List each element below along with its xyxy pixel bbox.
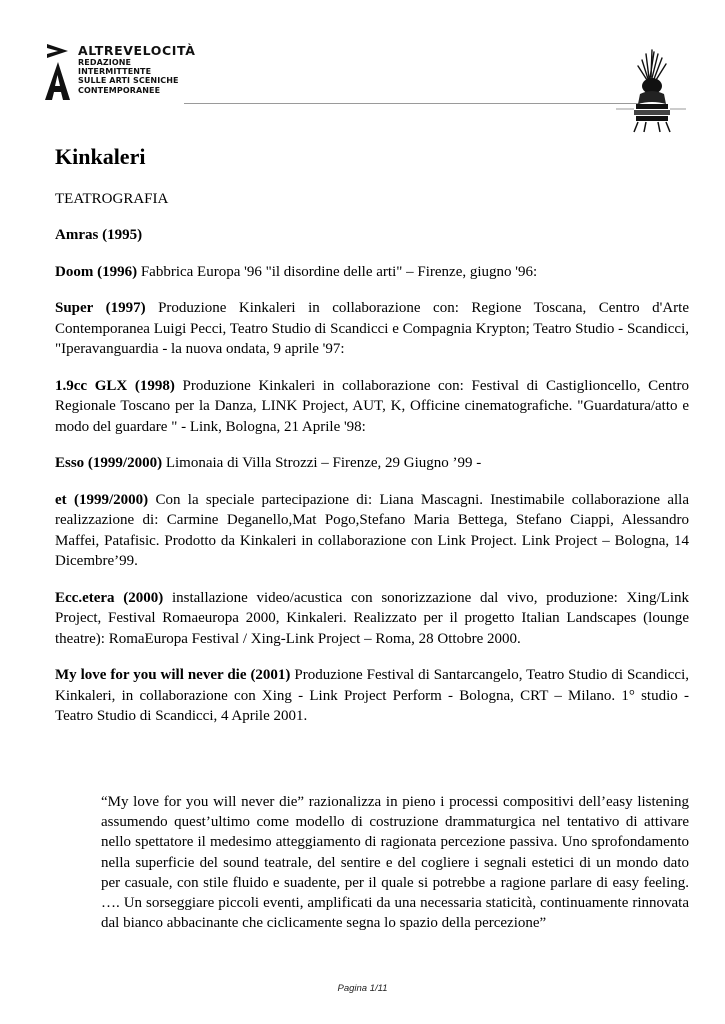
entry-eccetera: [55, 588, 689, 650]
entry-text: Produzione Festival di Santarcangelo, Teatro Studio di Scandicci, Kinkaleri, in collaborazione con Xing - Link Project Perform - Bologna, CRT – Milano. 1° studio - Teatro Studio di Scandicci, 4 Aprile 2001.: [55, 667, 690, 724]
logo-subtitle-line: SULLE ARTI SCENICHE: [78, 76, 179, 86]
entry-super: [55, 298, 689, 360]
header-divider: [184, 103, 640, 104]
logo-subtitle-line: CONTEMPORANEE: [78, 85, 161, 95]
entry-doom: [55, 262, 689, 283]
page-number: Pagina 1/11: [337, 983, 388, 994]
entry-my-love: [55, 665, 689, 727]
entry-title: Esso (1999/2000): [55, 455, 163, 471]
entry-19cc-glx: [55, 376, 689, 438]
entry-title: Super (1997): [55, 300, 146, 316]
a-grave-logo-icon: [44, 42, 72, 102]
quote-block: “My love for you will never die” razionalizza in pieno i processi compositivi dell’easy listening assumendo quest’ultimo come modello di costruzione drammaturgica nel tentativo di attivare nello spettatore il medesimo atteggiamento di ragionata percezione passiva. Uno sprofondamento nella superficie del sound teatrale, del sentire e del cogliere i segnali estetici di un mondo dato per casuale, con stile fluido e suadente, per il quale si potrebbe a ragione parlare di easy feeling. …. Un sorseggiare piccoli eventi, amplificati da una necessaria staticità, continuamente rinnovata dal bianco abbacinante che ciclicamente segna lo spazio della percezione”: [101, 794, 689, 932]
entry-esso: [55, 453, 689, 474]
entry-text: Fabbrica Europa '96 "il disordine delle arti" – Firenze, giugno '96:: [137, 263, 538, 280]
entry-text: Produzione Kinkaleri in collaborazione con: Festival di Castiglioncello, Centro Regionale Toscano per la Danza, LINK Project, AUT, K, Officine cinematografiche. "Guardatura/atto e modo del guardare " - Link, Bologna, 21 Aprile '98:: [55, 377, 689, 435]
entry-text: Limonaia di Villa Strozzi – Firenze, 29 Giugno ’99 -: [162, 455, 482, 471]
entry-title: Amras (1995): [55, 227, 143, 243]
entry-title: My love for you will never die (2001): [55, 667, 291, 683]
entry-text: installazione video/acustica con sonorizzazione dal vivo, produzione: Xing/Link Project, Festival Romaeuropa 2000, Kinkaleri. Realizzato per il progetto Italian Landscapes (lounge theatre): RomaEuropa Festival / Xing-Link Project – Roma, 28 Ottobre 2000.: [55, 589, 690, 647]
logo-brand: ALTREVELOCITÀ: [78, 43, 196, 58]
logo-subtitle-line: REDAZIONE: [78, 58, 132, 67]
section-label: TEATROGRAFIA: [55, 191, 169, 207]
entry-title: Doom (1996): [55, 263, 138, 280]
entry-title: 1.9cc GLX (1998): [55, 377, 175, 394]
page-title: Kinkaleri: [55, 144, 146, 169]
document-body: [55, 143, 689, 727]
logo-text: [78, 44, 195, 95]
entry-title: Ecc.etera (2000): [55, 589, 164, 606]
entry-text: Con la speciale partecipazione di: Liana Mascagni. Inestimabile collaborazione alla realizzazione di: Carmine Deganello,Mat Pogo,Stefano Maria Bettega, Stefano Ciappi, Alessandro Maffei, Patafisic. Prodotto da Kinkaleri in collaborazione con Link Project. Link Project – Bologna, 14 Dicembre’99.: [55, 491, 690, 569]
logo: [44, 42, 196, 104]
illustrated-figure-icon: [616, 48, 686, 134]
entry-amras: [55, 225, 689, 246]
logo-subtitle-line: INTERMITTENTE: [78, 67, 152, 77]
entry-title: et (1999/2000): [55, 491, 149, 508]
entry-et: [55, 490, 689, 572]
entry-text: Produzione Kinkaleri in collaborazione con: Regione Toscana, Centro d'Arte Contemporanea Luigi Pecci, Teatro Studio di Scandicci e Compagnia Krypton; Teatro Studio - Scandicci, "Iperavanguardia - la nuova ondata, 9 aprile '97:: [55, 300, 689, 357]
